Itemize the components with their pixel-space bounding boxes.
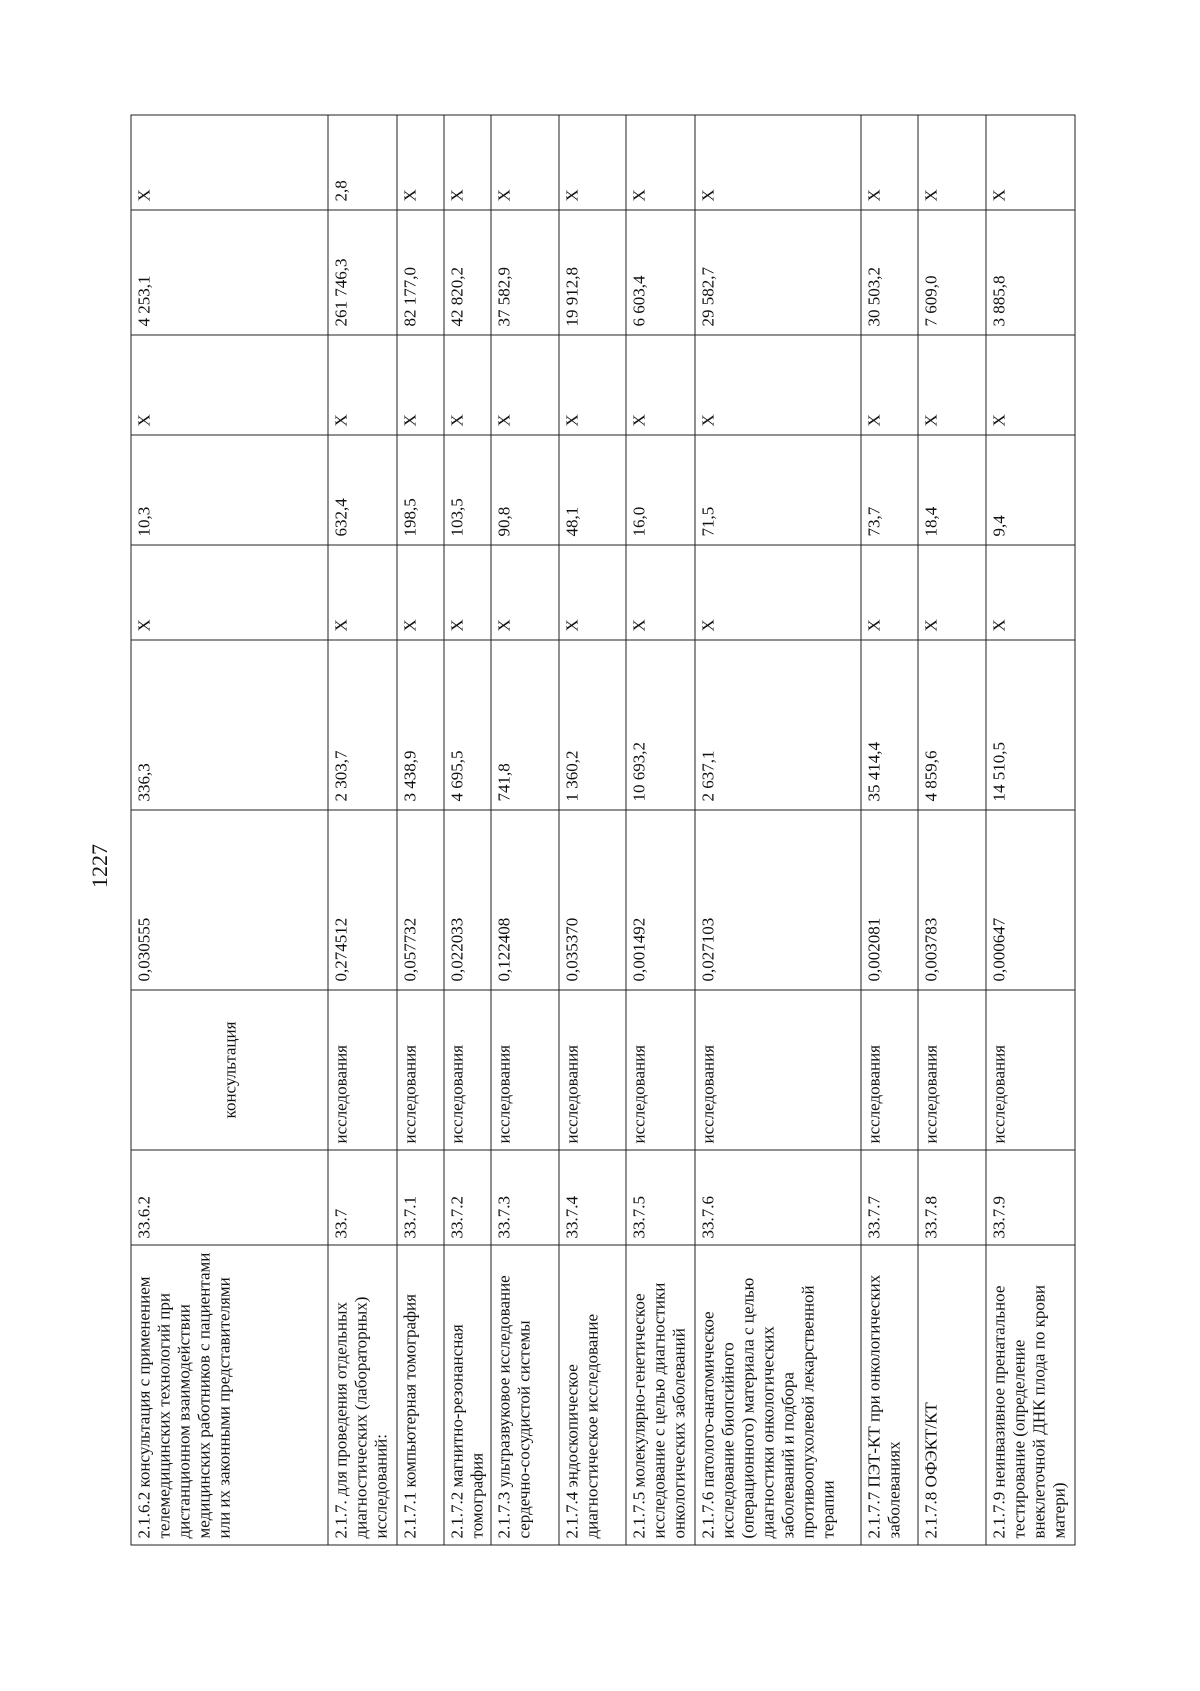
- row-col6-cell: X: [328, 545, 397, 640]
- row-name-cell: 2.1.7.3 ультразвуковое исследование сердечно-сосудистой системы: [491, 1245, 559, 1545]
- row-name-cell: 2.1.7.9 неинвазивное пренатальное тестирование (определение внеклеточной ДНК плода по крови матери): [986, 1245, 1075, 1545]
- row-name-cell: 2.1.7.6 патолого-анатомическое исследование биопсийного (операционного) материала с целью диагностики онкологических заболеваний и подбора противоопухолевой лекарственной терапии: [695, 1245, 861, 1545]
- row-col7-cell: 632,4: [328, 435, 397, 545]
- table-row: [861, 115, 918, 1545]
- row-unit-cell: исследования: [559, 990, 627, 1150]
- data-table: [131, 115, 1076, 1546]
- row-col10-cell: X: [861, 115, 918, 210]
- row-col6-cell: X: [491, 545, 559, 640]
- row-col7-cell: 71,5: [695, 435, 861, 545]
- row-col9-cell: 82 177,0: [397, 210, 444, 335]
- row-col7-cell: 48,1: [559, 435, 627, 545]
- row-code-cell: 33.7.2: [444, 1150, 492, 1245]
- row-name-cell: 2.1.7. для проведения отдельных диагностических (лабораторных) исследований:: [328, 1245, 397, 1545]
- row-col10-cell: X: [131, 115, 328, 210]
- row-unit-cell: исследования: [918, 990, 986, 1150]
- row-norm-cell: 0,002081: [861, 810, 918, 990]
- page-number: 1227: [87, 844, 112, 888]
- row-code-cell: 33.7.6: [695, 1150, 861, 1245]
- table-row: [626, 115, 695, 1545]
- row-norm-cell: 0,057732: [397, 810, 444, 990]
- table-row: [328, 115, 397, 1545]
- row-norm-cell: 0,027103: [695, 810, 861, 990]
- row-col9-cell: 6 603,4: [626, 210, 695, 335]
- row-norm-cell: 0,122408: [491, 810, 559, 990]
- table-row: [491, 115, 559, 1545]
- row-cost-cell: 3 438,9: [397, 640, 444, 810]
- row-cost-cell: 741,8: [491, 640, 559, 810]
- row-col7-cell: 9,4: [986, 435, 1075, 545]
- row-col7-cell: 198,5: [397, 435, 444, 545]
- row-cost-cell: 4 695,5: [444, 640, 492, 810]
- row-col9-cell: 42 820,2: [444, 210, 492, 335]
- row-col10-cell: 2,8: [328, 115, 397, 210]
- data-table-container: [131, 116, 1076, 1546]
- row-col7-cell: 103,5: [444, 435, 492, 545]
- table-row: [131, 115, 328, 1545]
- row-cost-cell: 14 510,5: [986, 640, 1075, 810]
- row-col8-cell: X: [861, 335, 918, 435]
- row-name-cell: 2.1.6.2 консультация с применением телемедицинских технологий при дистанционном взаимодействии медицинских работников с пациентами или их законными представителями: [131, 1245, 328, 1545]
- row-code-cell: 33.7.5: [626, 1150, 695, 1245]
- row-norm-cell: 0,274512: [328, 810, 397, 990]
- row-norm-cell: 0,035370: [559, 810, 627, 990]
- row-col7-cell: 16,0: [626, 435, 695, 545]
- table-row: [444, 115, 492, 1545]
- row-cost-cell: 1 360,2: [559, 640, 627, 810]
- table-row: [397, 115, 444, 1545]
- row-code-cell: 33.7.8: [918, 1150, 986, 1245]
- row-col8-cell: X: [626, 335, 695, 435]
- row-col8-cell: X: [491, 335, 559, 435]
- row-name-cell: 2.1.7.5 молекулярно-генетическое исследование с целью диагностики онкологических заболеваний: [626, 1245, 695, 1545]
- row-col8-cell: X: [397, 335, 444, 435]
- row-name-cell: 2.1.7.1 компьютерная томография: [397, 1245, 444, 1545]
- row-unit-cell: исследования: [986, 990, 1075, 1150]
- row-col9-cell: 7 609,0: [918, 210, 986, 335]
- row-code-cell: 33.7.7: [861, 1150, 918, 1245]
- row-col9-cell: 261 746,3: [328, 210, 397, 335]
- table-row: [918, 115, 986, 1545]
- row-col7-cell: 73,7: [861, 435, 918, 545]
- row-col6-cell: X: [131, 545, 328, 640]
- row-col9-cell: 29 582,7: [695, 210, 861, 335]
- row-col8-cell: X: [918, 335, 986, 435]
- row-unit-cell: исследования: [444, 990, 492, 1150]
- row-code-cell: 33.7: [328, 1150, 397, 1245]
- row-cost-cell: 4 859,6: [918, 640, 986, 810]
- row-unit-cell: исследования: [626, 990, 695, 1150]
- row-col6-cell: X: [918, 545, 986, 640]
- row-unit-cell: исследования: [695, 990, 861, 1150]
- row-norm-cell: 0,001492: [626, 810, 695, 990]
- row-col10-cell: X: [397, 115, 444, 210]
- row-col7-cell: 10,3: [131, 435, 328, 545]
- row-col9-cell: 4 253,1: [131, 210, 328, 335]
- row-col9-cell: 30 503,2: [861, 210, 918, 335]
- table-row: [559, 115, 627, 1545]
- row-col8-cell: X: [444, 335, 492, 435]
- row-col10-cell: X: [695, 115, 861, 210]
- row-col6-cell: X: [559, 545, 627, 640]
- row-code-cell: 33.7.3: [491, 1150, 559, 1245]
- row-col8-cell: X: [328, 335, 397, 435]
- row-col6-cell: X: [626, 545, 695, 640]
- row-unit-cell: исследования: [491, 990, 559, 1150]
- row-unit-cell: исследования: [328, 990, 397, 1150]
- row-code-cell: 33.7.1: [397, 1150, 444, 1245]
- row-col7-cell: 90,8: [491, 435, 559, 545]
- row-col8-cell: X: [559, 335, 627, 435]
- row-unit-cell: исследования: [397, 990, 444, 1150]
- row-name-cell: 2.1.7.7 ПЭТ-КТ при онкологических заболеваниях: [861, 1245, 918, 1545]
- row-col10-cell: X: [559, 115, 627, 210]
- row-col8-cell: X: [695, 335, 861, 435]
- row-col9-cell: 3 885,8: [986, 210, 1075, 335]
- row-cost-cell: 2 637,1: [695, 640, 861, 810]
- row-col8-cell: X: [986, 335, 1075, 435]
- row-cost-cell: 35 414,4: [861, 640, 918, 810]
- row-col10-cell: X: [626, 115, 695, 210]
- row-cost-cell: 336,3: [131, 640, 328, 810]
- row-col6-cell: X: [695, 545, 861, 640]
- row-col8-cell: X: [131, 335, 328, 435]
- row-norm-cell: 0,030555: [131, 810, 328, 990]
- row-unit-cell: исследования: [861, 990, 918, 1150]
- row-col6-cell: X: [986, 545, 1075, 640]
- row-norm-cell: 0,000647: [986, 810, 1075, 990]
- row-code-cell: 33.7.4: [559, 1150, 627, 1245]
- table-row: [695, 115, 861, 1545]
- row-col10-cell: X: [444, 115, 492, 210]
- row-name-cell: 2.1.7.2 магнитно-резонансная томография: [444, 1245, 492, 1545]
- row-norm-cell: 0,022033: [444, 810, 492, 990]
- row-col6-cell: X: [444, 545, 492, 640]
- row-cost-cell: 2 303,7: [328, 640, 397, 810]
- row-col9-cell: 19 912,8: [559, 210, 627, 335]
- row-col10-cell: X: [491, 115, 559, 210]
- row-col10-cell: X: [986, 115, 1075, 210]
- row-col6-cell: X: [861, 545, 918, 640]
- row-col10-cell: X: [918, 115, 986, 210]
- row-name-cell: 2.1.7.4 эндоскопическое диагностическое исследование: [559, 1245, 627, 1545]
- row-norm-cell: 0,003783: [918, 810, 986, 990]
- row-name-cell: 2.1.7.8 ОФЭКТ/КТ: [918, 1245, 986, 1545]
- row-code-cell: 33.6.2: [131, 1150, 328, 1245]
- table-row: [986, 115, 1075, 1545]
- row-col9-cell: 37 582,9: [491, 210, 559, 335]
- row-col7-cell: 18,4: [918, 435, 986, 545]
- row-unit-cell: консультация: [131, 990, 328, 1150]
- row-col6-cell: X: [397, 545, 444, 640]
- row-code-cell: 33.7.9: [986, 1150, 1075, 1245]
- row-cost-cell: 10 693,2: [626, 640, 695, 810]
